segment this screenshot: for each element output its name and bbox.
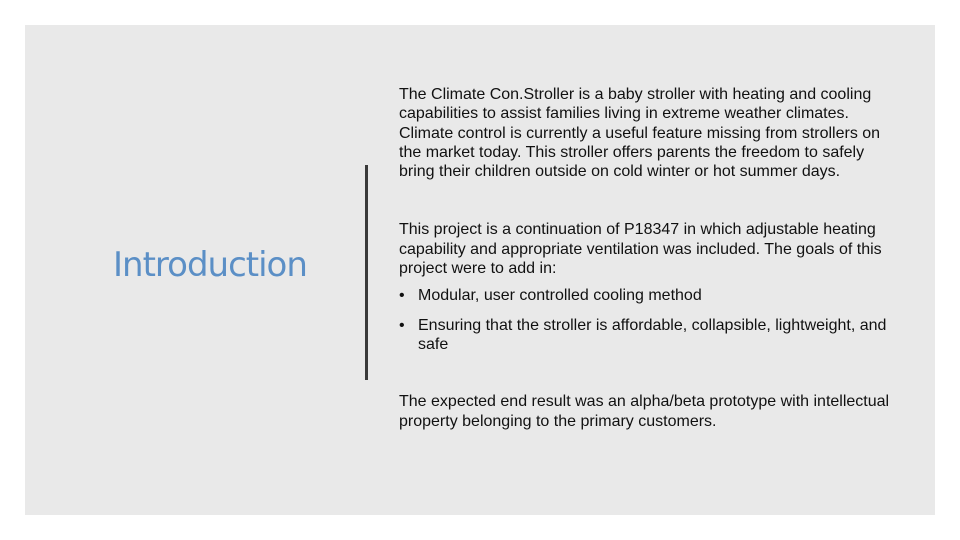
project-paragraph: This project is a continuation of P18347 in which adjustable heating capability and appropriate ventilation was included. The goals of this project were to add in: <box>399 221 882 278</box>
list-item-text: Ensuring that the stroller is affordable, collapsible, lightweight, and safe <box>418 316 887 353</box>
result-paragraph: The expected end result was an alpha/beta prototype with intellectual property belonging to the primary customers. <box>399 393 890 430</box>
bullet-icon: • <box>399 316 405 334</box>
list-item <box>399 316 899 355</box>
slide <box>25 25 935 515</box>
bullet-icon: • <box>399 287 405 305</box>
goals-list <box>399 286 899 354</box>
list-item <box>399 286 899 305</box>
intro-paragraph: The Climate Con.Stroller is a baby stroller with heating and cooling capabilities to assist families living in extreme weather climates. Climate control is currently a useful feature missing from strollers on the market today. This stroller offers parents the freedom to safely bring their children outside on cold winter or hot summer days. <box>399 86 881 181</box>
content-body <box>399 85 899 431</box>
list-item-text: Modular, user controlled cooling method <box>418 287 702 305</box>
slide-title: Introduction <box>113 245 307 285</box>
vertical-divider <box>365 165 368 380</box>
